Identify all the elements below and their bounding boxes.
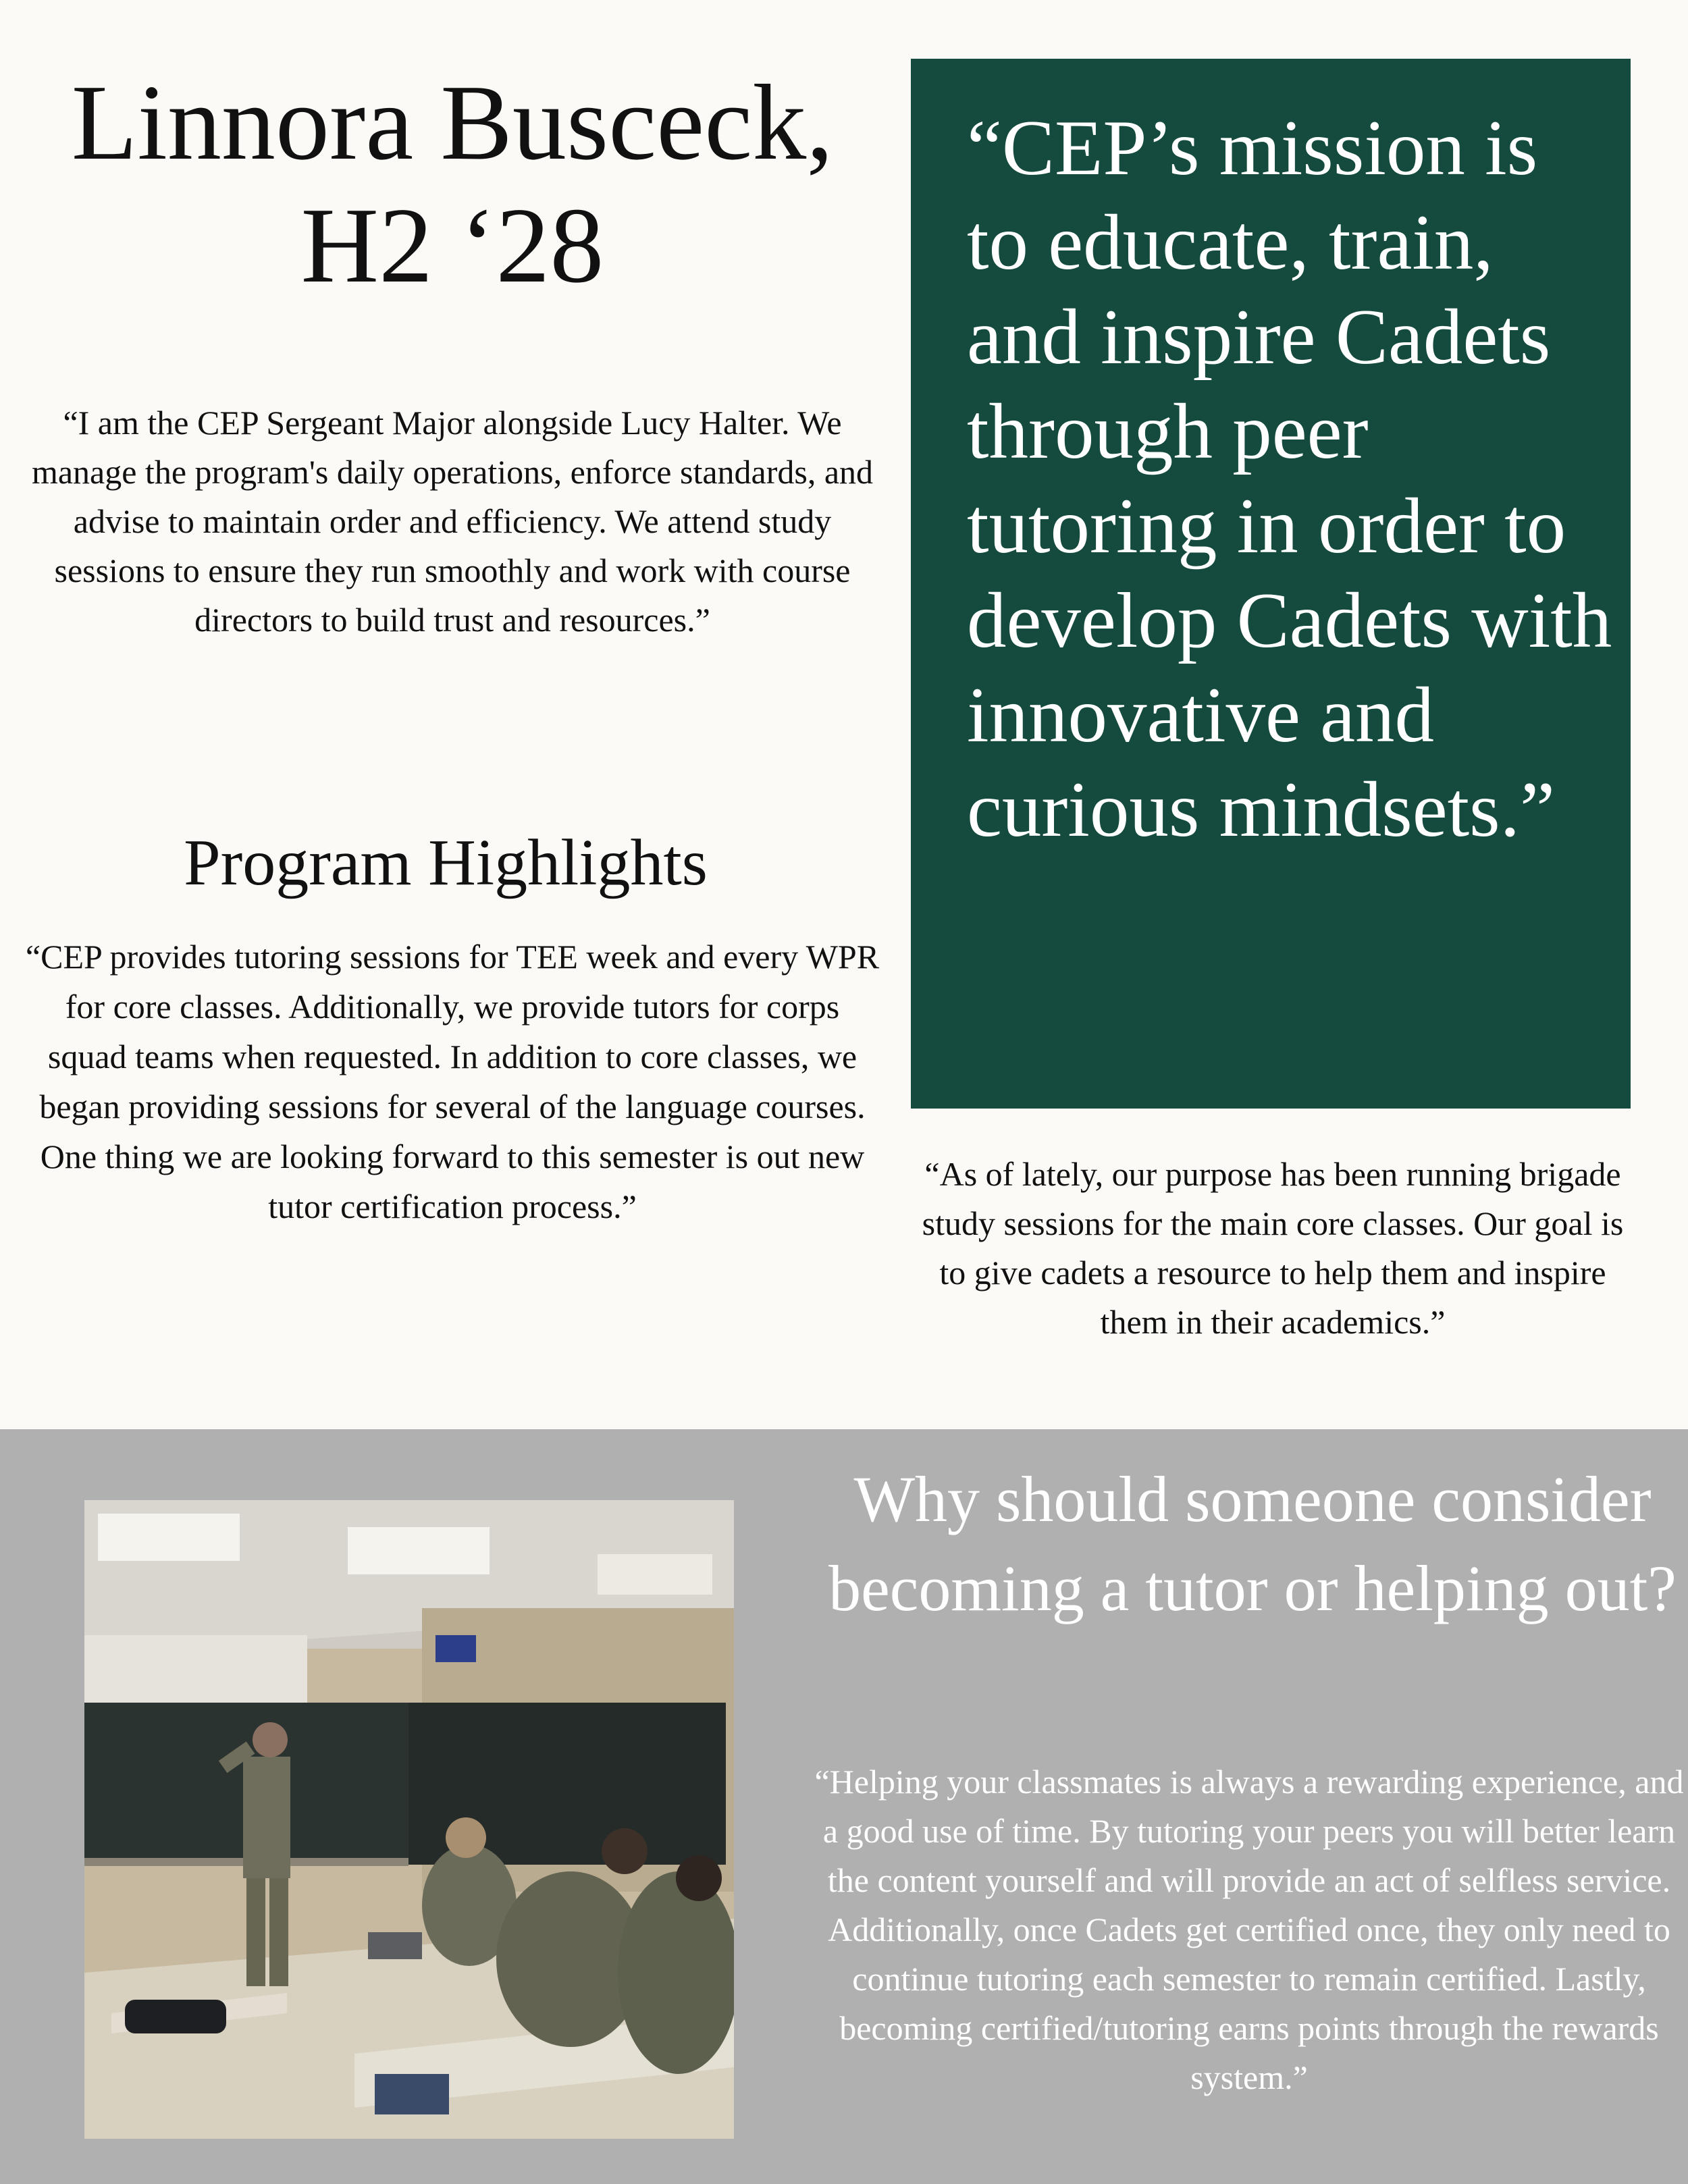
purpose-quote: “As of lately, our purpose has been running brigade study sessions for the main core classes. Our goal is to give cadets a resource to help them and inspire them in their academics.” (922, 1155, 1624, 1341)
profile-name (27, 61, 878, 307)
highlights-quote: “CEP provides tutoring sessions for TEE week and every WPR for core classes. Additionally, we provide tutors for corps squad teams when requested. In addition to core classes, we began providing sessions for several of the language courses. One thing we are looking forward to this semester is out new tutor certification process.” (25, 938, 880, 1225)
why-heading: Why should someone consider becoming a tutor or helping out? (828, 1463, 1677, 1624)
highlights-heading: Program Highlights (184, 826, 708, 899)
profile-name-line1: Linnora Busceck, (71, 62, 834, 182)
role-quote: “I am the CEP Sergeant Major alongside Lucy Halter. We manage the program's daily operations, enforce standards, and advise to maintain order and efficiency. We attend study sessions to ensure they run smoothly and work with course directors to build trust and resources.” (31, 404, 874, 639)
profile-name-line2: H2 ‘28 (300, 185, 604, 306)
classroom-tutoring-photo (84, 1500, 734, 2139)
mission-statement: “CEP’s mission is to educate, train, and inspire Cadets through peer tutoring in order to develop Cadets with innovative and curious mindsets.” (967, 105, 1612, 853)
why-quote: “Helping your classmates is always a rewarding experience, and a good use of time. By tutoring your peers you will better learn the content yourself and will provide an act of selfless service. Additionally, once Cadets get certified once, they only need to continue tutoring each semester to remain certified. Lastly, becoming certified/tutoring earns points through the rewards system.” (814, 1763, 1684, 2096)
